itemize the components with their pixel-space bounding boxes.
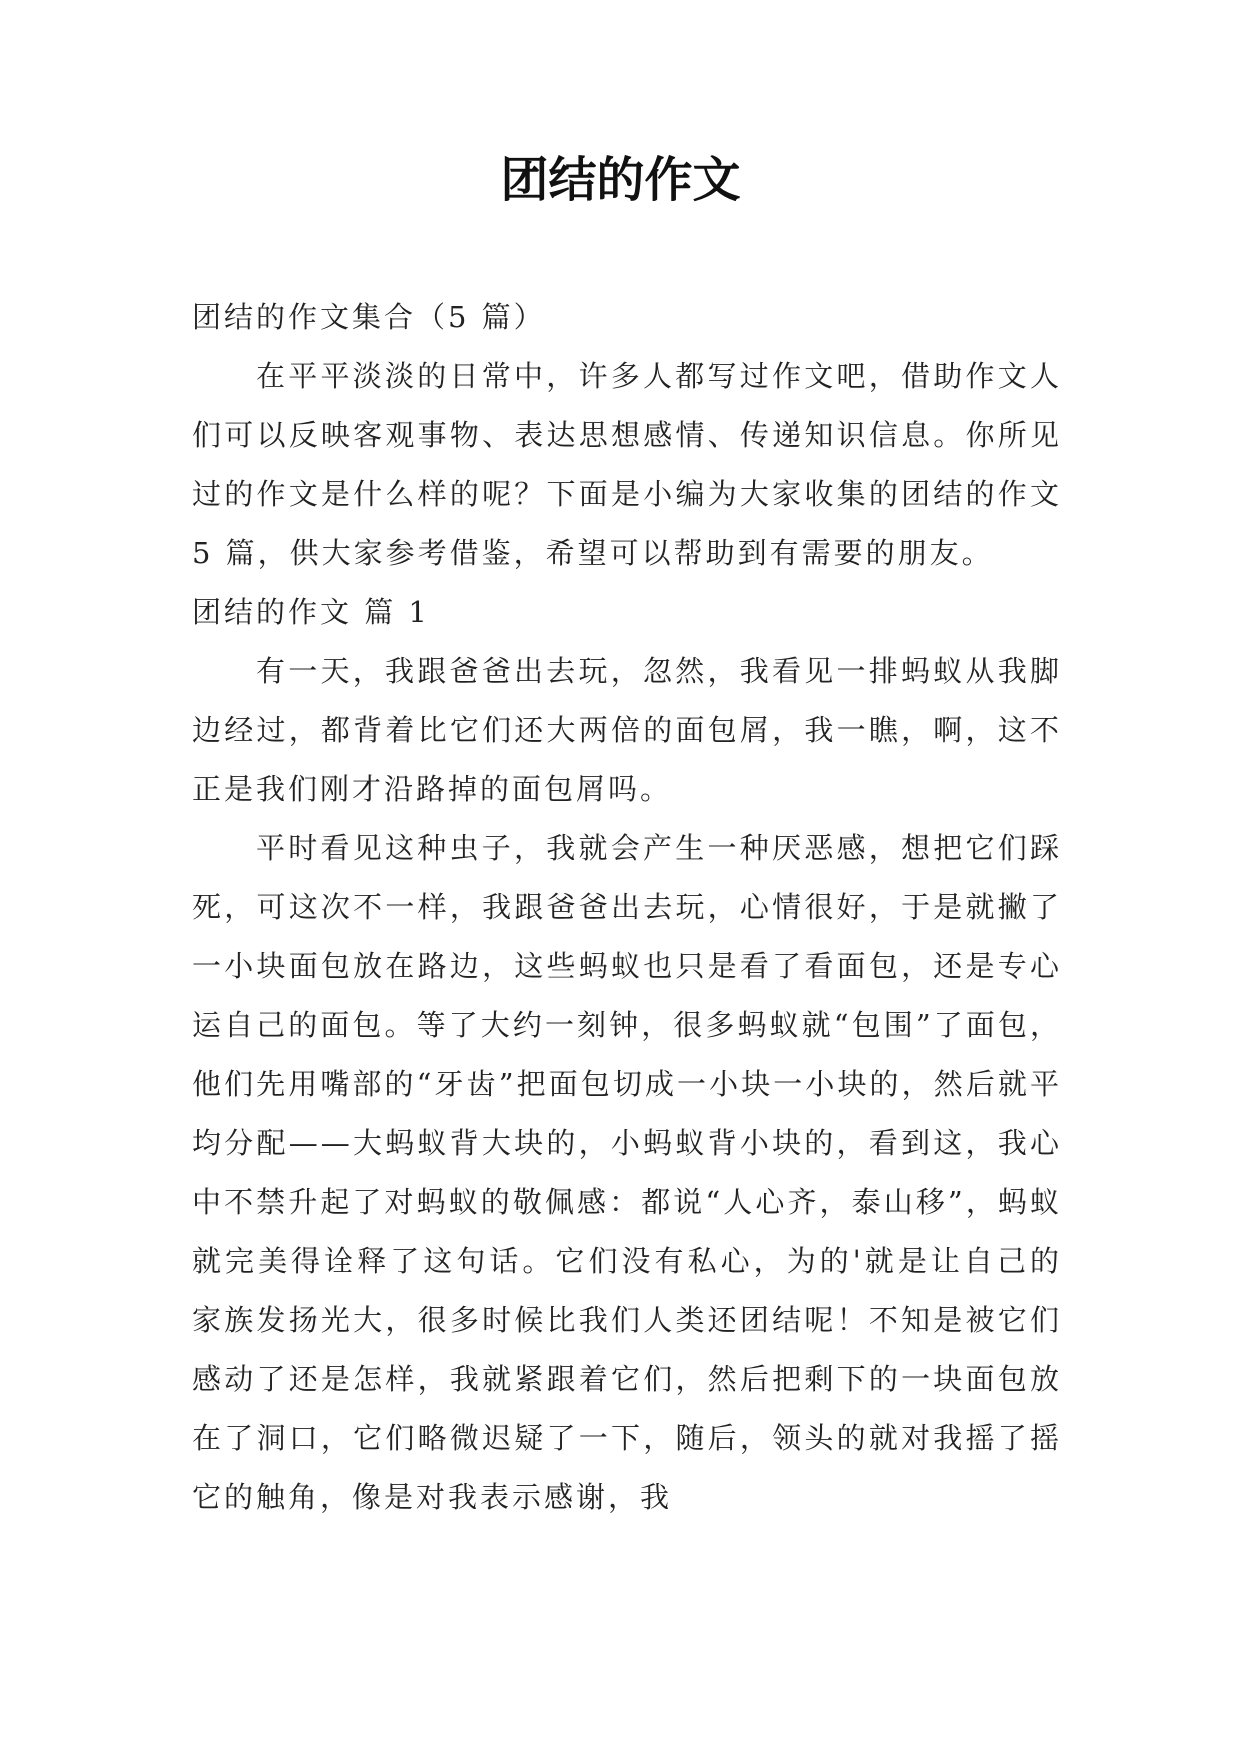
section-1-paragraph-2: 平时看见这种虫子，我就会产生一种厌恶感，想把它们踩死，可这次不一样，我跟爸爸出去玩，心情很好，于是就撇了一小块面包放在路边，这些蚂蚁也只是看了看面包，还是专心运自己的面包。等了大约一刻钟，很多蚂蚁就“包围”了面包，他们先用嘴部的“牙齿”把面包切成一小块一小块的，然后就平均分配——大蚂蚁背大块的，小蚂蚁背小块的，看到这，我心中不禁升起了对蚂蚁的敬佩感：都说“人心齐，泰山移”，蚂蚁就完美得诠释了这句话。它们没有私心，为的'就是让自己的家族发扬光大，很多时候比我们人类还团结呢！不知是被它们感动了还是怎样，我就紧跟着它们，然后把剩下的一块面包放在了洞口，它们略微迟疑了一下，随后，领头的就对我摇了摇它的触角，像是对我表示感谢，我 [192,831,1062,1514]
section-1-heading: 团结的作文 篇 1 [192,595,430,629]
intro-paragraph: 在平平淡淡的日常中，许多人都写过作文吧，借助作文人们可以反映客观事物、表达思想感情、传递知识信息。你所见过的作文是什么样的呢？下面是小编为大家收集的团结的作文 5 篇，供大家参考借鉴，希望可以帮助到有需要的朋友。 [192,359,1062,570]
collection-subtitle: 团结的作文集合（5 篇） [192,300,546,334]
document-body [192,288,1062,1527]
section-1-paragraph-1: 有一天，我跟爸爸出去玩，忽然，我看见一排蚂蚁从我脚边经过，都背着比它们还大两倍的面包屑，我一瞧，啊，这不正是我们刚才沿路掉的面包屑吗。 [192,654,1062,806]
document-title: 团结的作文 [500,152,741,208]
